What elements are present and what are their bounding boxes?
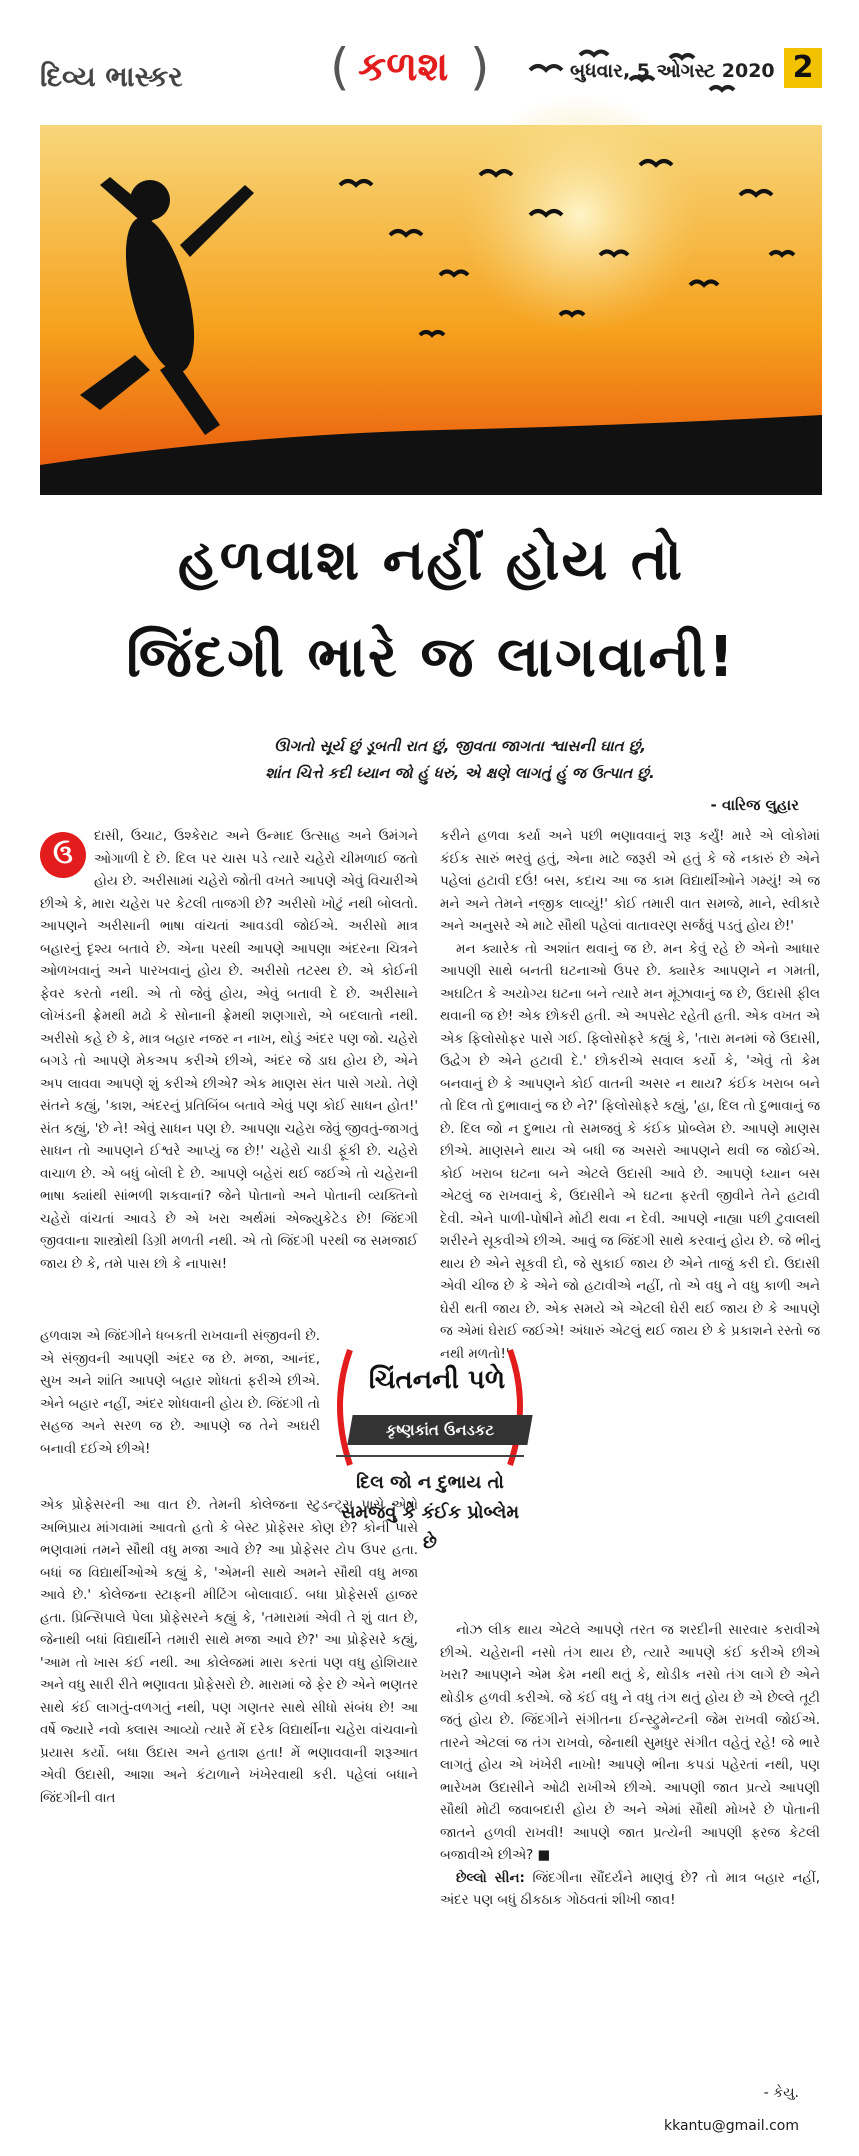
article-paragraph-3: એક પ્રોફેસરની આ વાત છે. તેમની કોલેજના સ્ટુડન્ટ્સ પાસે એવો અભિપ્રાય માંગવામાં આવતો હતો કે બેસ્ટ પ્રોફેસર કોણ છે? કોની પાસે ભણવામાં તમને સૌથી વધુ મજા આવે છે? આ પ્રોફેસર ટોપ ઉપર હતા. બધાં જ વિદ્યાર્થીઓએ કહ્યું કે, 'એમની સાથે અમને સૌથી વધુ મજા આવે છે.' કોલેજના સ્ટાફની મીટિંગ બોલાવાઈ. બધા પ્રોફેસર્સ હાજર હતા. પ્રિન્સિપાલે પેલા પ્રોફેસરને કહ્યું કે, 'તમારામાં એવી તે શું વાત છે, જેનાથી બધાં વિદ્યાર્થીને તમારી સાથે મજા આવે છે?' આ પ્રોફેસરે કહ્યું, 'આમ તો ખાસ કંઈ નથી. આ કોલેજમાં મારા કરતાં પણ વધુ હોશિયાર અને વધુ સારી રીતે ભણાવતા પ્રોફેસરો છે. મારામાં જે ફેર છે એને ભણતર સાથે કંઈ લાગતું-વળગતું નથી, પણ ગણતર સાથે સીધો સંબંધ છે! આ વર્ષે જ્યારે નવો ક્લાસ આવ્યો ત્યારે મેં દરેક વિદ્યાર્થીના ચહેરા વાંચવાનો પ્રયાસ કર્યો. બધા ઉદાસ અને હતાશ હતા! મેં ભણાવવાની શરૂઆત એવી ઉદાસી, આશા અને કંટાળાને ખંખેરવાથી કરી. પહેલાં બધાને જિંદગીની વાત xyxy=(40,1498,418,1806)
article-column-1-top xyxy=(40,826,418,1326)
article-paragraph-4: કરીને હળવા કર્યા અને પછી ભણાવવાનું શરૂ કર્યું! મારે એ લોકોમાં કંઈક સારું ભરવું હતું, એના માટે જરૂરી એ હતું કે જે નકારું છે એને પહેલાં હટાવી દઉં! બસ, કદાચ આ જ કામ વિદ્યાર્થીઓને ગમ્યું! એ જ મને અને તેમને નજીક લાવ્યું!' કોઈ તમારી વાત સમજે, માને, સ્વીકારે અને અનુસરે એ માટે સૌથી પહેલાં વાતાવરણ સર્જવું પડતું હોય છે!' xyxy=(440,829,820,934)
right-bracket: ) xyxy=(470,38,490,96)
closing-text: જિંદગીના સૌંદર્યને માણવું છે? તો માત્ર બહાર નહીં, અંદર પણ બધું ઠીકઠાક ગોઠવતાં શીખી જાવ! xyxy=(440,1870,820,1908)
column-divider xyxy=(336,1455,524,1457)
headline-line-1: હળવાશ નહીં હોય તો xyxy=(177,528,685,593)
column-tagline-2: સમજવું કે કંઈક પ્રોબ્લેમ છે xyxy=(340,1502,520,1553)
masthead-title: કળશ xyxy=(358,44,449,90)
article-paragraph-2: હળવાશ એ જિંદગીને ધબકતી રાખવાની સંજીવની છે. એ સંજીવની આપણી અંદર જ છે. મજા, આનંદ, સુખ અને શાંતિ આપણે બહાર શોધતાં ફરીએ છીએ. એને બહાર નહીં, અંદર શોધવાની હોય છે. જિંદગી તો સહજ અને સરળ જ છે. આપણે જ તેને અઘરી બનાવી દઈએ છીએ! xyxy=(40,1329,320,1457)
article-paragraph-1: દાસી, ઉચાટ, ઉશ્કેરાટ અને ઉન્માદ ઉત્સાહ અને ઉમંગને ઓગાળી દે છે. દિલ પર ચાસ પડે ત્યારે ચહેરો ચીમળાઈ જતો હોય છે. અરીસામાં ચહેરો જોતી વખતે આપણે એવું વિચારીએ છીએ કે, મારા ચહેરા પર કેટલી તાજગી છે? અરીસો ખોટું નથી બોલતો. આપણને અરીસાની ભાષા વાંચતાં આવડવી જોઈએ. અરીસો માત્ર બહારનું દૃશ્ય બતાવે છે. એના પરથી આપણે આપણા અંદરના ચિત્રને ઓળખવાનું અને પારખવાનું હોય છે. અરીસો તટસ્થ છે. એ કોઈની ફેવર કરતો નથી. એ તો જેવું હોય, એવું બતાવી દે છે. અરીસાને લોખંડની ફ્રેમથી મઢો કે સોનાની ફ્રેમથી શણગારો, એ બદલાતો નથી. અરીસો કહે છે કે, માત્ર બહાર નજર ન નાખ, થોડું અંદર પણ જો. ચહેરો બગડે તો આપણે મેકઅપ કરીએ છીએ, અંદર જે ડાઘ હોય છે, એને અપ લાવવા આપણે શું કરીએ છીએ? એક માણસ સંત પાસે ગયો. તેણે સંતને કહ્યું, 'કાશ, અંદરનું પ્રતિબિંબ બતાવે એવું પણ કોઈ સાધન હોત!' સંત કહ્યું, 'છે ને! એવું સાધન પણ છે. આપણા ચહેરા જેવું જીવતું-જાગતું સાધન તો આપણને ઈશ્વરે આપ્યું જ છે!' ચહેરો ચાડી ફૂંકી છે. ચહેરો વાચાળ છે. એ બધું બોલી દે છે. આપણે બહેરાં થઈ જઈએ તો ચહેરાની ભાષા ક્યાંથી સાંભળી શકવાનાં? જેને પોતાનો અને પોતાની વ્યક્તિનો ચહેરો વાંચતાં આવડે છે એ ખરા અર્થમાં એજ્યુકેટેડ છે! જિંદગી જીવવાના શાસ્ત્રોથી ડિગ્રી મળતી નથી. એ તો જિંદગી પરથી જ સમજાઈ જાય છે કે, તમે પાસ છો કે નાપાસ! xyxy=(40,829,418,1272)
column-box xyxy=(348,1365,526,1396)
left-bracket: ( xyxy=(330,38,350,96)
article-column-2-narrow xyxy=(540,1326,820,1546)
article-column-2-bottom xyxy=(440,1620,820,2060)
headline-line-2: જિંદગી ભારે જ લાગવાની! xyxy=(126,625,736,690)
column-tagline-1: દિલ જો ન દુભાય તો xyxy=(356,1472,504,1493)
page-header xyxy=(0,0,859,100)
article-column-1-bottom xyxy=(40,1495,418,2080)
article-paragraph-5: મન ક્યારેક તો અશાંત થવાનું જ છે. મન કેવું રહે છે એનો આધાર આપણી સાથે બનતી ઘટનાઓ ઉપર છે. ક્યારેક આપણને ન ગમતી, અઘટિત કે અયોગ્ય ઘટના બને ત્યારે મન મૂંઝાવાનું જ છે, ઉદાસી ફીલ થવાની જ છે! એક છોકરી હતી. એ અપસેટ રહેતી હતી. એક વખત એ એક ફિલોસોફર પાસે ગઈ. ફિલોસોફરે કહ્યું કે, 'તારા મનમાં જે ઉદાસી, ઉદ્વેગ છે એને હટાવી દે.' છોકરીએ સવાલ કર્યો કે, 'એવું તો કેમ બનવાનું છે કે આપણને કોઈ વાતની અસર ન થાય? કંઈક ખરાબ બને તો દિલ તો દુભાવાનું જ છે ને?' ફિલોસોફરે કહ્યું, 'હા, દિલ તો દુભાવાનું જ છે. દિલ જો ન દુભાય તો સમજવું કે કંઈક પ્રોબ્લેમ છે. આપણે માણસ છીએ. માણસને થાય એ બધી જ અસરો આપણને થવી જ જોઈએ. કોઈ ખરાબ ઘટના બને એટલે ઉદાસી આવે છે. આપણે ધ્યાન બસ એટલું જ રાખવાનું કે, ઉદાસીને એ ઘટના ફરતી જીવીને તેને હટાવી દેવી. એને પાળી-પોષીને મોટી થવા ન દેવી. આપણે નાહ્યા પછી ટુવાલથી શરીરને સૂકવીએ છીએ. આવું જ જિંદગી સાથે કરવાનું હોય છે. જે ભીનું થાય છે એને સૂકવી દો, જે સુકાઈ જાય છે એને તાજું કરી દો. ઉદાસી એવી ચીજ છે કે એને જો હટાવીએ નહીં, તો એ વધુ ને વધુ કાળી અને ઘેરી થતી જાય છે. એક સમયે એ એટલી ઘેરી થઈ જાય છે કે આપણે જ એમાં ઘેરાઈ જઈએ! અંધારું એટલું થઈ જાય છે કે પ્રકાશને રસ્તો જ નથી મળતો!' xyxy=(440,941,820,1362)
column-tagline xyxy=(336,1468,524,1558)
column-author: કૃષ્ણકાંત ઉનડકટ xyxy=(385,1421,495,1439)
closing-signature: - કેયુ. xyxy=(763,2085,799,2101)
issue-date: બુધવાર, 5 ઓગસ્ટ 2020 xyxy=(570,60,775,82)
hero-image xyxy=(40,125,822,495)
page-number: 2 xyxy=(784,48,822,88)
article-paragraph-6: નોઝ લીક થાય એટલે આપણે તરત જ શરદીની સારવાર કરાવીએ છીએ. ચહેરાની નસો તંગ થાય છે, ત્યારે આપણે કંઈ કરીએ છીએ ખરા? આપણને એમ કેમ નથી થતું કે, થોડીક નસો તંગ લાગે છે એને થોડીક હળવી કરીએ. જે કંઈ વધુ ને વધુ તંગ થતું હોય છે એ છેલ્લે તૂટી જતું હોય છે. જિંદગીને સંગીતના ઈન્સ્ટ્રુમેન્ટની જેમ રાખવી જોઈએ. તારને એટલાં જ તંગ રાખવો, જેનાથી સુમધુર સંગીત વહેતું રહે! જે ભારે લાગતું હોય એ ખંખેરી નાખો! આપણે ભીના કપડાં પહેરતાં નથી, પણ ભારેખમ ઉદાસીને ઓઢી રાખીએ છીએ. આપણી જાત પ્રત્યે આપણી સૌથી મોટી જવાબદારી હોય છે અને એમાં સૌથી મોખરે છે પોતાની જાતને હળવી રાખવી! આપણે જાત પ્રત્યેની આપણી ફરજ કેટલી બજાવીએ છીએ? ■ xyxy=(440,1623,820,1863)
poem-line-2: શાંત ચિત્તે કદી ધ્યાન જો હું ધરું, એ ક્ષણે લાગતું હું જ ઉત્પાત છું. xyxy=(265,764,655,782)
newspaper-brand: દિવ્ય ભાસ્કર xyxy=(40,60,183,93)
article-column-2-top xyxy=(440,826,820,1362)
author-email[interactable]: kkantu@gmail.com xyxy=(663,2118,799,2134)
article-column-1-narrow xyxy=(40,1326,320,1491)
drop-cap: ઉ xyxy=(40,832,86,878)
poem-author: - વારિજ લુહાર xyxy=(710,796,799,814)
closing-label: છેલ્લો સીન: xyxy=(456,1870,525,1886)
column-title: ચિંતનની પળે xyxy=(368,1365,506,1395)
poem-line-1: ઊગતો સૂર્ય છું ડૂબતી રાત છું, જીવતા જાગતા શ્વાસની ઘાત છું, xyxy=(273,737,647,755)
